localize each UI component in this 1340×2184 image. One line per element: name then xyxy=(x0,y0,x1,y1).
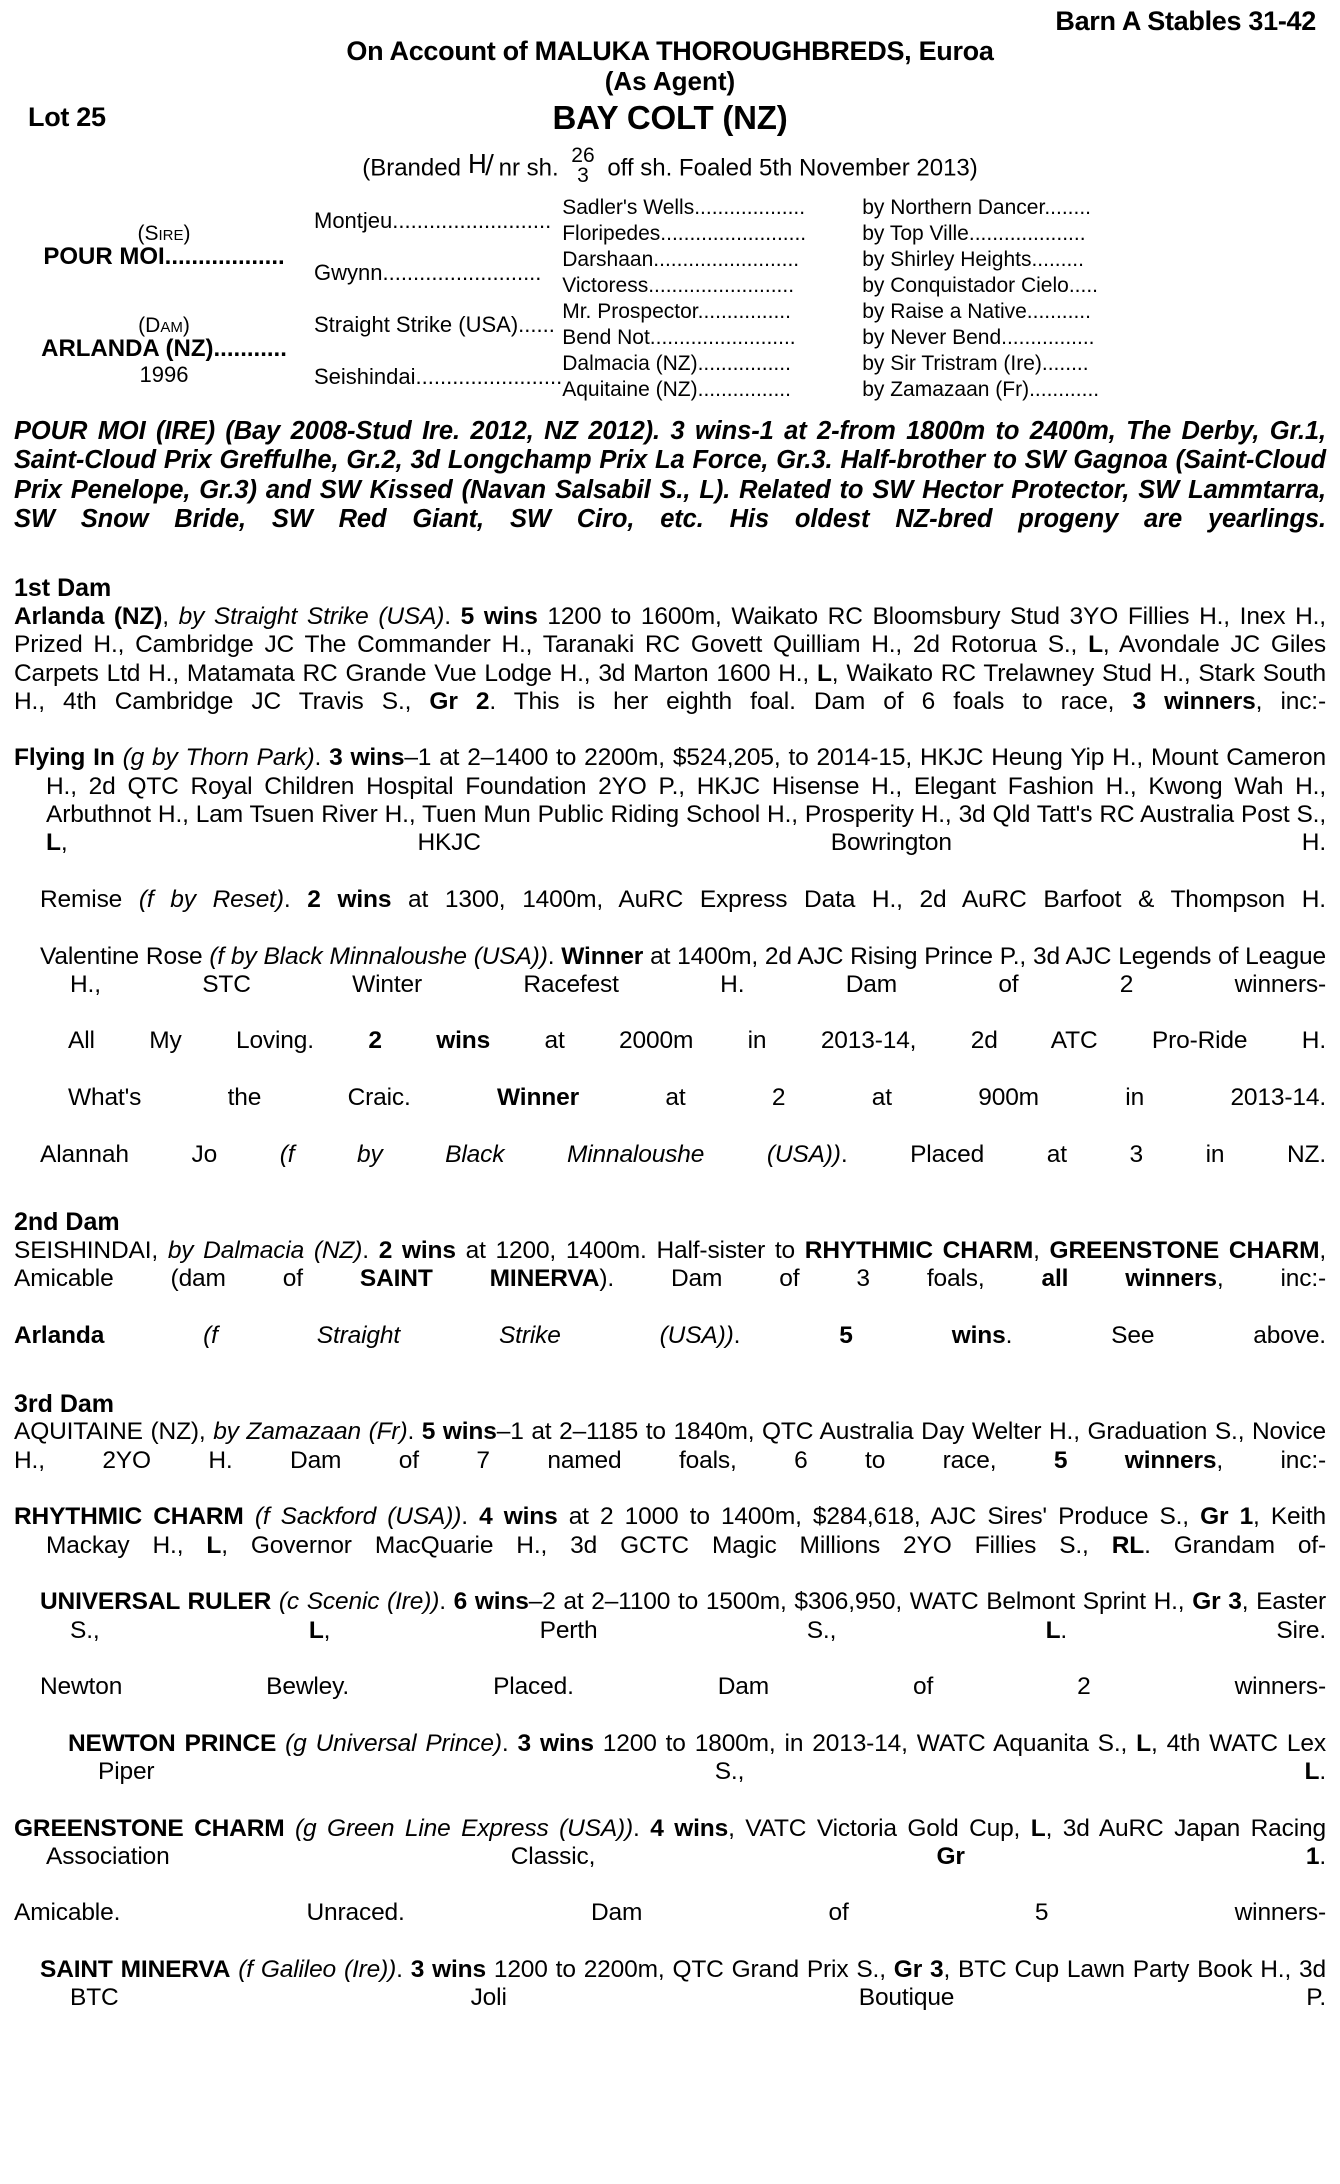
dam-name-text: ARLANDA (NZ) xyxy=(41,335,214,363)
sire-gen4-4-text: by Conquistador Cielo xyxy=(862,274,1069,297)
dam-label: (Dam) xyxy=(138,314,190,338)
agent-note: (As Agent) xyxy=(604,65,736,96)
dam-gen4-3-dots: ........ xyxy=(1041,352,1089,376)
sire-gen2-a-text: Montjeu xyxy=(314,208,393,234)
lot-number: Lot 25 xyxy=(28,102,106,133)
dam-gen4-2-dots: ................ xyxy=(1001,326,1095,350)
sire-gen2-a xyxy=(314,209,562,232)
pedigree-entry: SAINT MINERVA (f Galileo (Ire)). 3 wins 1200 to 2200m, QTC Grand Prix S., Gr 3, BTC Cup Lawn Party Book H., 3d BTC Joli Boutique P. xyxy=(40,1956,1326,2012)
sire-name-text: POUR MOI xyxy=(43,243,165,271)
sire-label: (Sire) xyxy=(137,222,191,246)
pedigree-entry: All My Loving. 2 wins at 2000m in 2013-14, 2d ATC Pro-Ride H. xyxy=(68,1027,1326,1055)
sire-gen2-a-cell xyxy=(314,195,562,247)
sire-gen4-4-dots: ..... xyxy=(1068,274,1099,297)
dam-gen2-a-cell xyxy=(314,299,562,351)
pedigree-entry: What's the Craic. Winner at 2 at 900m in 2013-14. xyxy=(68,1084,1326,1112)
sire-gen2-a-dots: .......................... xyxy=(392,208,552,234)
dam-cell xyxy=(14,299,314,403)
pedigree-entry: GREENSTONE CHARM (g Green Line Express (USA)). 4 wins, VATC Victoria Gold Cup, L, 3d AuRC Japan Racing Association Classic, Gr 1. xyxy=(14,1814,1326,1870)
sire-gen4-2 xyxy=(862,221,1326,247)
pedigree-entry: SEISHINDAI, by Dalmacia (NZ). 2 wins at 1200, 1400m. Half-sister to RHYTHMIC CHARM, GREENSTONE CHARM, Amicable (dam of SAINT MINERVA). Dam of 3 foals, all winners, inc:- xyxy=(14,1237,1327,1293)
sire-name-dots: .................. xyxy=(164,243,285,271)
pedigree-entry: UNIVERSAL RULER (c Scenic (Ire)). 6 wins–2 at 2–1100 to 1500m, $306,950, WATC Belmont Sprint H., Gr 3, Easter S., L, Perth S., L. Sire. xyxy=(40,1588,1326,1644)
barn-location: Barn A Stables 31-42 xyxy=(1055,6,1316,36)
sire-gen4-3-text: by Shirley Heights xyxy=(862,247,1032,271)
sire-gen3-cd-cell xyxy=(562,247,862,299)
dam-gen3-3-text: Dalmacia (NZ) xyxy=(562,352,698,376)
dam-gen4-4-dots: ............ xyxy=(1029,378,1100,402)
sire-gen3-3-text: Darshaan xyxy=(562,247,654,271)
sire-summary: POUR MOI (IRE) (Bay 2008-Stud Ire. 2012, NZ 2012). 3 wins-1 at 2-from 1800m to 2400m, The Derby, Gr.1, Saint-Cloud Prix Greffulhe, Gr.2, 3d Longchamp Prix La Force, Gr.3. Half-brother to SW Gagnoa (Saint-Cloud Prix Penelope, Gr.3) and SW Kissed (Navan Salsabil S., L). Related to SW Hector Protector, SW Lammtarra, SW Snow Bride, SW Red Giant, SW Ciro, etc. His oldest NZ-bred progeny are yearlings. xyxy=(14,417,1326,533)
dam-gen4-1-text: by Raise a Native xyxy=(862,300,1027,324)
sire-gen4-1-dots: ........ xyxy=(1044,195,1091,219)
dam-name-dots: ........... xyxy=(213,335,287,363)
sire-gen2-b xyxy=(314,261,562,284)
dam-gen4-3-text: by Sir Tristram (Ire) xyxy=(862,352,1042,376)
dam-gen3-3-dots: ................ xyxy=(697,352,791,376)
sire-gen3-3-dots: ......................... xyxy=(653,247,800,271)
dam-gen3-2-text: Bend Not xyxy=(562,326,650,350)
pedigree-table xyxy=(14,195,1326,403)
sire-gen3-3 xyxy=(562,247,862,273)
pedigree-entry: Flying In (g by Thorn Park). 3 wins–1 at 2–1400 to 2200m, $524,205, to 2014-15, HKJC Heung Yip H., Mount Cameron H., 2d QTC Royal Children Hospital Foundation 2YO P., HKJC Hisense H., Elegant Fashion H., Kwong Wah H., Arbuthnot H., Lam Tsuen River H., Tuen Mun Public Riding School H., Prosperity H., 3d Qld Tatt's RC Australia Post S., L, HKJC Bowrington H. xyxy=(14,744,1326,857)
sire-gen2-b-cell xyxy=(314,247,562,299)
pedigree-entry: Valentine Rose (f by Black Minnaloushe (USA)). Winner at 1400m, 2d AJC Rising Prince P., 3d AJC Legends of League H., STC Winter Racefest H. Dam of 2 winners- xyxy=(40,942,1326,998)
brand-number-bottom: 3 xyxy=(577,163,589,187)
dam-gen3-3 xyxy=(562,351,862,377)
dam-gen2-b xyxy=(314,365,562,388)
sire-gen3-2-text: Floripedes xyxy=(562,221,661,245)
sire-name xyxy=(14,244,314,270)
dam-gen4-3 xyxy=(862,351,1326,377)
brand-glyph-icon: H/ xyxy=(467,149,492,180)
dam-sections xyxy=(14,574,1326,2041)
sire-gen3-2-dots: ......................... xyxy=(660,221,807,245)
sire-gen3-4-dots: ......................... xyxy=(648,274,795,297)
vendor-account: On Account of MALUKA THOROUGHBREDS, Euroa xyxy=(346,35,994,66)
sire-gen2-b-dots: .......................... xyxy=(382,260,542,286)
dam-gen4-cd-cell xyxy=(862,351,1326,403)
dam-name xyxy=(14,336,314,362)
sire-gen3-ab-cell xyxy=(562,195,862,247)
sire-gen3-1 xyxy=(562,195,862,221)
dam-gen3-1-text: Mr. Prospector xyxy=(562,300,698,324)
pedigree-entry: Arlanda (f Straight Strike (USA)). 5 wins. See above. xyxy=(14,1321,1326,1349)
sire-gen4-2-dots: .................... xyxy=(968,221,1086,245)
pedigree-entry: NEWTON PRINCE (g Universal Prince). 3 wins 1200 to 1800m, in 2013-14, WATC Aquanita S., L, 4th WATC Lex Piper S., L. xyxy=(68,1729,1326,1785)
dam-gen2-a-text: Straight Strike (USA) xyxy=(314,312,519,338)
sire-gen4-cd-cell xyxy=(862,247,1326,299)
pedigree-entry: AQUITAINE (NZ), by Zamazaan (Fr). 5 wins–1 at 2–1185 to 1840m, QTC Australia Day Welter H., Graduation S., Novice H., 2YO H. Dam of 7 named foals, 6 to race, 5 winners, inc:- xyxy=(14,1418,1326,1474)
dam-gen2-b-cell xyxy=(314,351,562,403)
dam-gen3-4-text: Aquitaine (NZ) xyxy=(562,378,698,402)
dam-gen3-2 xyxy=(562,325,862,351)
sire-gen4-3-dots: ......... xyxy=(1031,247,1084,271)
pedigree-entry: Remise (f by Reset). 2 wins at 1300, 1400m, AuRC Express Data H., 2d AuRC Barfoot & Thompson H. xyxy=(40,885,1326,913)
dam-gen4-ab-cell xyxy=(862,299,1326,351)
dam-gen2-a-dots: ...... xyxy=(518,312,555,338)
dam-gen4-4-text: by Zamazaan (Fr) xyxy=(862,378,1030,402)
sire-gen4-1 xyxy=(862,195,1326,221)
dam-gen3-2-dots: ......................... xyxy=(649,326,796,350)
table-row xyxy=(14,195,1326,247)
dam-gen3-ab-cell xyxy=(562,299,862,351)
sire-gen4-2-text: by Top Ville xyxy=(862,221,969,245)
brand-off-shoulder-foaled: off sh. Foaled 5th November 2013) xyxy=(607,154,978,182)
pedigree-entry: Newton Bewley. Placed. Dam of 2 winners- xyxy=(40,1673,1326,1701)
sire-gen4-1-text: by Northern Dancer xyxy=(862,195,1045,219)
dam-gen4-1 xyxy=(862,299,1326,325)
dam-year: 1996 xyxy=(139,361,189,387)
brand-number-top: 26 xyxy=(571,144,595,168)
dam-gen4-2-text: by Never Bend xyxy=(862,326,1002,350)
sire-cell xyxy=(14,195,314,299)
dam-gen2-b-dots: ........................ xyxy=(415,364,563,390)
dam-gen4-4 xyxy=(862,377,1326,403)
dam-gen3-1-dots: ................ xyxy=(697,300,791,324)
pedigree-entry: RHYTHMIC CHARM (f Sackford (USA)). 4 wins at 2 1000 to 1400m, $284,618, AJC Sires' Produce S., Gr 1, Keith Mackay H., L, Governor MacQuarie H., 3d GCTC Magic Millions 2YO Fillies S., RL. Grandam of- xyxy=(14,1503,1326,1559)
brand-prefix: (Branded xyxy=(362,154,461,182)
pedigree-entry: Alannah Jo (f by Black Minnaloushe (USA)). Placed at 3 in NZ. xyxy=(40,1140,1326,1168)
dam-heading: 2nd Dam xyxy=(14,1208,120,1237)
dam-gen3-cd-cell xyxy=(562,351,862,403)
dam-gen3-1 xyxy=(562,299,862,325)
dam-gen3-4 xyxy=(562,377,862,403)
lot-title-row xyxy=(14,99,1326,141)
brand-number-fraction xyxy=(571,146,594,185)
dam-gen2-a xyxy=(314,313,562,336)
sire-gen3-2 xyxy=(562,221,862,247)
table-row xyxy=(14,299,1326,351)
sire-gen3-1-text: Sadler's Wells xyxy=(562,195,695,219)
sire-gen3-1-dots: ................... xyxy=(694,195,806,219)
brand-line xyxy=(14,146,1326,185)
dam-gen4-1-dots: ........... xyxy=(1026,300,1091,324)
pedigree-entry: Arlanda (NZ), by Straight Strike (USA). 5 wins 1200 to 1600m, Waikato RC Bloomsbury Stud 3YO Fillies H., Inex H., Prized H., Cambridge JC The Commander H., Taranaki RC Govett Quilliam H., 2d Rotorua S., L, Avondale JC Giles Carpets Ltd H., Matamata RC Grande Vue Lodge H., 3d Marton 1600 H., L, Waikato RC Trelawney Stud H., Stark South H., 4th Cambridge JC Travis S., Gr 2. This is her eighth foal. Dam of 6 foals to race, 3 winners, inc:- xyxy=(14,602,1327,715)
dam-heading: 3rd Dam xyxy=(14,1389,115,1418)
dam-gen3-4-dots: ................ xyxy=(697,378,791,402)
pedigree-entry: Amicable. Unraced. Dam of 5 winners- xyxy=(14,1899,1326,1927)
sire-gen2-b-text: Gwynn xyxy=(314,260,383,286)
dam-gen2-b-text: Seishindai xyxy=(314,364,416,390)
horse-description: BAY COLT (NZ) xyxy=(552,99,788,137)
sire-gen4-4 xyxy=(862,273,1326,299)
dam-gen4-2 xyxy=(862,325,1326,351)
sire-gen3-4 xyxy=(562,273,862,299)
dam-heading: 1st Dam xyxy=(14,574,112,603)
sire-gen3-4-text: Victoress xyxy=(562,274,649,297)
brand-near-shoulder: nr sh. xyxy=(498,154,559,182)
sire-gen4-3 xyxy=(862,247,1326,273)
sire-gen4-ab-cell xyxy=(862,195,1326,247)
